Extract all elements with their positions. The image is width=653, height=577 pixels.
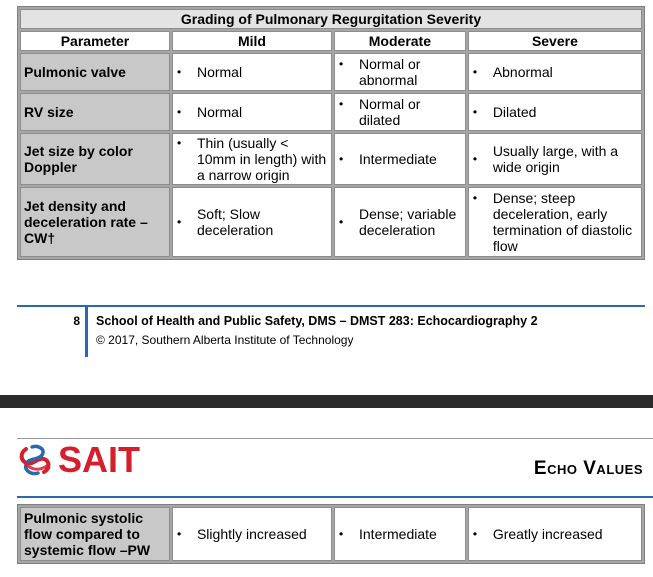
echo-values-table (17, 504, 645, 564)
table-row (20, 507, 642, 561)
moderate-cell (334, 507, 466, 561)
param-cell: Pulmonic systolic flow compared to systemic flow –PW (20, 507, 170, 561)
cell-text: Dilated (492, 104, 537, 120)
logo-text: SAIT (58, 439, 141, 480)
header-blue-rule (17, 496, 653, 498)
pr-severity-table (17, 6, 645, 260)
severe-cell (468, 93, 642, 131)
mild-cell (172, 93, 332, 131)
bullet-icon: • (338, 215, 344, 229)
header-title: Echo Values (533, 458, 643, 479)
bullet-icon: • (472, 527, 478, 541)
mild-cell (172, 133, 332, 185)
mild-cell (172, 507, 332, 561)
page-separator (0, 395, 653, 408)
moderate-cell (334, 133, 466, 185)
header-moderate: Moderate (334, 31, 466, 51)
severe-cell (468, 507, 642, 561)
cell-text: Abnormal (492, 64, 553, 80)
bullet-icon: • (338, 97, 344, 111)
cell-text: Soft; Slow deceleration (196, 206, 274, 238)
mild-cell (172, 53, 332, 91)
bullet-icon: • (339, 527, 344, 541)
sait-logo (18, 440, 158, 480)
table-title: Grading of Pulmonary Regurgitation Severity (20, 9, 642, 29)
cell-text: Normal (196, 64, 243, 80)
severe-cell (468, 187, 642, 257)
bullet-icon: • (176, 105, 182, 119)
cell-text: Dense; steep deceleration, early termination of diastolic flow (492, 190, 633, 254)
param-cell: Pulmonic valve (20, 53, 170, 91)
severe-cell (468, 53, 642, 91)
table-row (20, 133, 642, 185)
bullet-icon: • (472, 191, 478, 205)
bullet-icon: • (176, 136, 182, 150)
cell-text: Thin (usually < 10mm in length) with a narrow origin (196, 135, 327, 183)
header-parameter: Parameter (20, 31, 170, 51)
moderate-cell (334, 187, 466, 257)
cell-text: Normal or dilated (358, 96, 421, 128)
header-mild: Mild (172, 31, 332, 51)
cell-text: Normal (196, 104, 243, 120)
footer-divider (17, 305, 645, 307)
table-row (20, 53, 642, 91)
bullet-icon: • (472, 65, 478, 79)
cell-text: Dense; variable deceleration (358, 206, 457, 238)
bullet-icon: • (176, 527, 182, 541)
cell-text: Intermediate (358, 151, 437, 167)
mild-cell (172, 187, 332, 257)
page-number: 8 (73, 314, 80, 328)
param-cell: RV size (20, 93, 170, 131)
bullet-icon: • (176, 65, 182, 79)
cell-text: Normal or abnormal (358, 56, 421, 88)
bullet-icon: • (338, 57, 344, 71)
bullet-icon: • (176, 215, 182, 229)
bullet-icon: • (472, 105, 478, 119)
footer-course-title: School of Health and Public Safety, DMS – DMST 283: Echocardiography 2 (96, 314, 538, 328)
cell-text: Intermediate (359, 526, 437, 542)
param-cell: Jet density and deceleration rate – CW† (20, 187, 170, 257)
cell-text: Usually large, with a wide origin (492, 143, 619, 175)
bullet-icon: • (472, 152, 478, 166)
cell-text: Greatly increased (492, 526, 603, 542)
table-row (20, 93, 642, 131)
footer-copyright: © 2017, Southern Alberta Institute of Technology (96, 333, 354, 347)
param-cell: Jet size by color Doppler (20, 133, 170, 185)
footer-accent-bar (85, 307, 88, 357)
moderate-cell (334, 93, 466, 131)
bullet-icon: • (338, 152, 344, 166)
moderate-cell (334, 53, 466, 91)
cell-text: Slightly increased (196, 526, 307, 542)
table-row (20, 187, 642, 257)
sait-knot-icon (18, 443, 54, 477)
severe-cell (468, 133, 642, 185)
header-severe: Severe (468, 31, 642, 51)
